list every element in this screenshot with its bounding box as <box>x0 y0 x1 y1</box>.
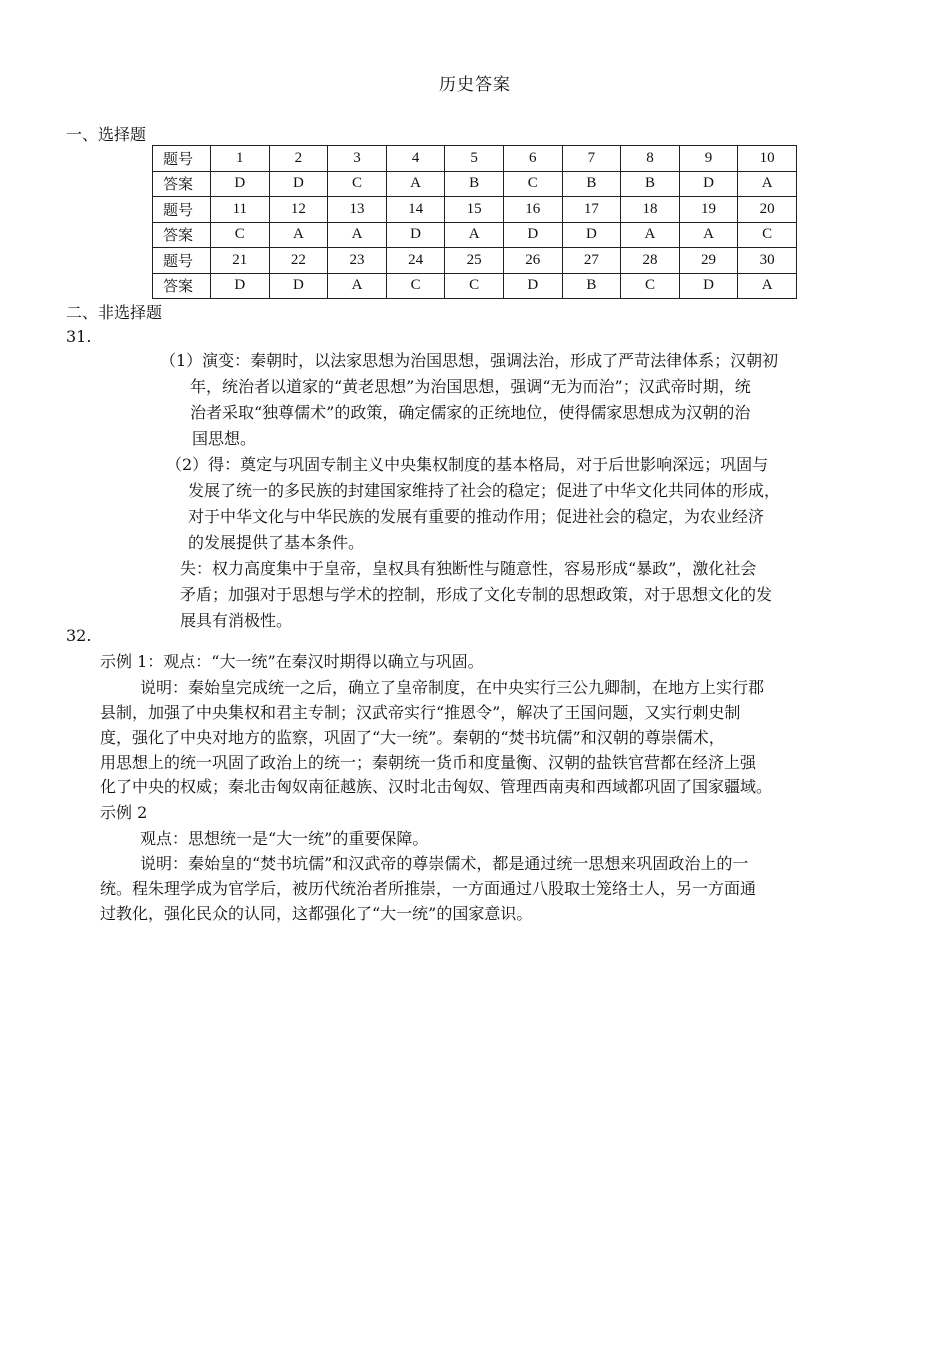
table-cell: C <box>445 273 504 299</box>
q31-line: （2）得：奠定与巩固专制主义中央集权制度的基本格局，对于后世影响深远；巩固与 <box>166 455 769 474</box>
table-cell: C <box>503 171 562 197</box>
table-cell: 13 <box>328 197 387 223</box>
table-cell: D <box>211 273 270 299</box>
table-cell: 26 <box>503 248 562 274</box>
table-cell: D <box>211 171 270 197</box>
table-cell: 29 <box>679 248 738 274</box>
table-cell: 17 <box>562 197 621 223</box>
table-cell: D <box>386 222 445 248</box>
table-cell: 3 <box>328 146 387 172</box>
table-cell: B <box>562 171 621 197</box>
table-cell: B <box>445 171 504 197</box>
table-row <box>153 273 797 299</box>
q31-line: （1）演变：秦朝时，以法家思想为治国思想，强调法治，形成了严苛法律体系；汉朝初 <box>160 351 779 370</box>
page-title: 历史答案 <box>439 75 511 95</box>
table-cell: A <box>621 222 680 248</box>
table-cell: 18 <box>621 197 680 223</box>
table-row <box>153 248 797 274</box>
row-header: 题号 <box>153 197 211 223</box>
q31-line: 对于中华文化与中华民族的发展有重要的推动作用；促进社会的稳定，为农业经济 <box>188 507 765 526</box>
row-header: 答案 <box>153 171 211 197</box>
table-cell: B <box>562 273 621 299</box>
q32-line: 统。程朱理学成为官学后，被历代统治者所推崇，一方面通过八股取士笼络士人，另一方面通 <box>100 879 757 898</box>
q31-line: 矛盾；加强对于思想与学术的控制，形成了文化专制的思想政策，对于思想文化的发 <box>180 585 773 604</box>
table-cell: D <box>679 171 738 197</box>
answer-table <box>152 145 797 299</box>
table-cell: 15 <box>445 197 504 223</box>
table-cell: 20 <box>738 197 797 223</box>
table-row <box>153 146 797 172</box>
row-header: 题号 <box>153 248 211 274</box>
table-cell: 14 <box>386 197 445 223</box>
q32-line: 化了中央的权威；秦北击匈奴南征越族、汉时北击匈奴、管理西南夷和西域都巩固了国家疆域。 <box>100 777 773 796</box>
table-cell: C <box>621 273 680 299</box>
q32-line: 说明：秦始皇的“焚书坑儒”和汉武帝的尊崇儒术，都是通过统一思想来巩固政治上的一 <box>140 854 749 873</box>
table-cell: 9 <box>679 146 738 172</box>
table-cell: A <box>269 222 328 248</box>
q32-line: 示例 1：观点：“大一统”在秦汉时期得以确立与巩固。 <box>100 652 484 671</box>
table-cell: D <box>269 171 328 197</box>
table-cell: A <box>679 222 738 248</box>
table-cell: 11 <box>211 197 270 223</box>
q32-line: 度，强化了中央对地方的监察，巩固了“大一统”。秦朝的“焚书坑儒”和汉朝的尊崇儒术， <box>100 728 725 747</box>
table-cell: 22 <box>269 248 328 274</box>
table-cell: A <box>328 273 387 299</box>
q32-line: 县制，加强了中央集权和君主专制；汉武帝实行“推恩令”，解决了王国问题，又实行刺史制 <box>100 703 741 722</box>
table-row <box>153 171 797 197</box>
q31-line: 治者采取“独尊儒术”的政策，确定儒家的正统地位，使得儒家思想成为汉朝的治 <box>190 403 751 422</box>
row-header: 题号 <box>153 146 211 172</box>
table-cell: A <box>738 273 797 299</box>
table-cell: 16 <box>503 197 562 223</box>
table-cell: 12 <box>269 197 328 223</box>
table-cell: 5 <box>445 146 504 172</box>
table-cell: 19 <box>679 197 738 223</box>
q31-line: 发展了统一的多民族的封建国家维持了社会的稳定；促进了中华文化共同体的形成， <box>188 481 781 500</box>
section-nonchoice-heading: 二、非选择题 <box>66 303 163 322</box>
q32-line: 过教化，强化民众的认同，这都强化了“大一统”的国家意识。 <box>100 904 533 923</box>
table-cell: 8 <box>621 146 680 172</box>
row-header: 答案 <box>153 222 211 248</box>
table-cell: D <box>562 222 621 248</box>
table-cell: D <box>269 273 328 299</box>
table-cell: 7 <box>562 146 621 172</box>
table-cell: C <box>738 222 797 248</box>
table-cell: 23 <box>328 248 387 274</box>
table-cell: D <box>503 273 562 299</box>
question-31-number: 31. <box>66 327 92 346</box>
table-cell: 28 <box>621 248 680 274</box>
table-cell: 1 <box>211 146 270 172</box>
table-cell: 10 <box>738 146 797 172</box>
table-cell: D <box>503 222 562 248</box>
section-choice-heading: 一、选择题 <box>66 125 147 144</box>
q32-line: 示例 2 <box>100 803 148 822</box>
q31-line: 的发展提供了基本条件。 <box>188 533 365 552</box>
q32-line: 观点：思想统一是“大一统”的重要保障。 <box>140 829 429 848</box>
question-32-number: 32. <box>66 626 92 645</box>
q31-line: 失：权力高度集中于皇帝，皇权具有独断性与随意性，容易形成“暴政”，激化社会 <box>180 559 757 578</box>
q31-line: 国思想。 <box>192 429 257 448</box>
table-cell: C <box>386 273 445 299</box>
table-cell: A <box>738 171 797 197</box>
table-cell: 27 <box>562 248 621 274</box>
q32-line: 用思想上的统一巩固了政治上的统一；秦朝统一货币和度量衡、汉朝的盐铁官营都在经济上强 <box>100 753 757 772</box>
table-cell: A <box>386 171 445 197</box>
table-cell: 25 <box>445 248 504 274</box>
q32-line: 说明：秦始皇完成统一之后，确立了皇帝制度，在中央实行三公九卿制，在地方上实行郡 <box>140 678 765 697</box>
table-cell: A <box>445 222 504 248</box>
table-row <box>153 222 797 248</box>
table-cell: 2 <box>269 146 328 172</box>
table-cell: C <box>328 171 387 197</box>
table-cell: 30 <box>738 248 797 274</box>
q31-line: 年，统治者以道家的“黄老思想”为治国思想，强调“无为而治”；汉武帝时期，统 <box>190 377 751 396</box>
table-cell: B <box>621 171 680 197</box>
table-cell: C <box>211 222 270 248</box>
q31-line: 展具有消极性。 <box>180 611 293 630</box>
table-cell: A <box>328 222 387 248</box>
table-cell: 21 <box>211 248 270 274</box>
table-cell: 6 <box>503 146 562 172</box>
table-cell: 4 <box>386 146 445 172</box>
row-header: 答案 <box>153 273 211 299</box>
table-row <box>153 197 797 223</box>
table-cell: 24 <box>386 248 445 274</box>
table-cell: D <box>679 273 738 299</box>
